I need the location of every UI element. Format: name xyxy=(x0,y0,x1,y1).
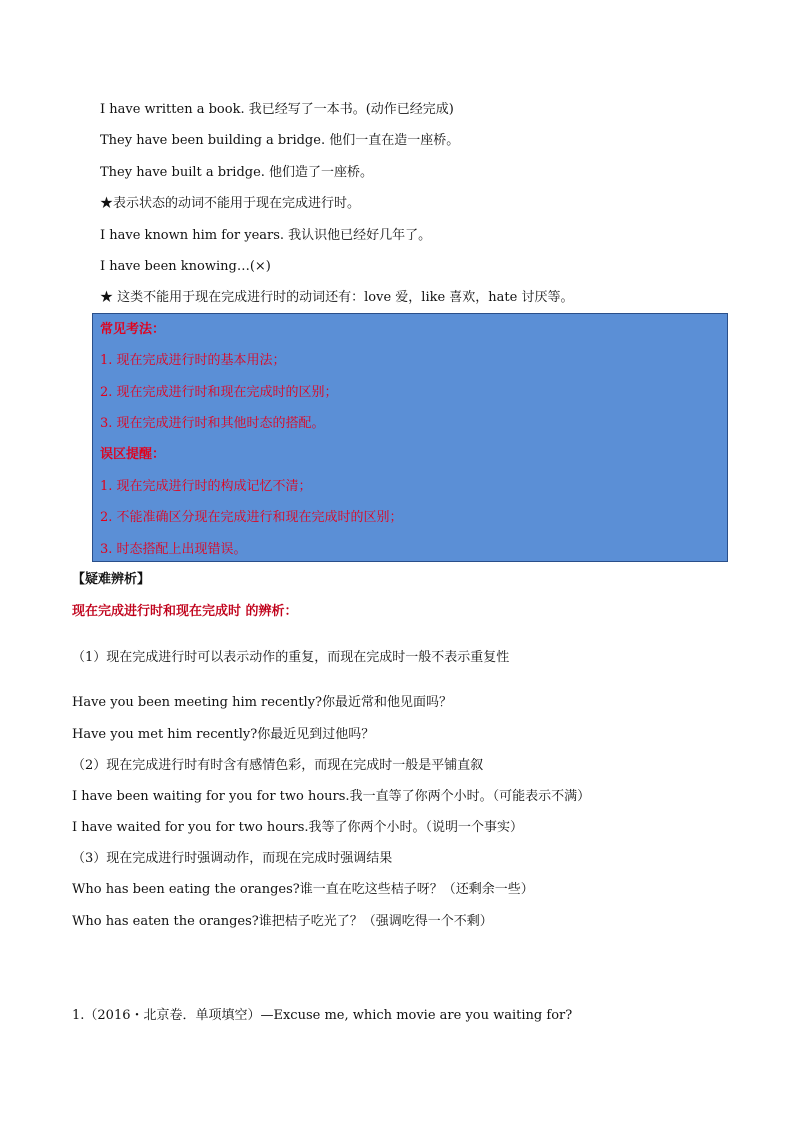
box-item: 1. 现在完成进行时的构成记忆不清； xyxy=(100,479,312,494)
example-line: I have written a book. 我已经写了一本书。(动作已经完成) xyxy=(100,102,454,117)
note-line: ★ 这类不能用于现在完成进行时的动词还有：love 爱，like 喜欢，hate 讨厌等。 xyxy=(100,290,574,305)
question-line: 1.（2016・北京卷．单项填空）—Excuse me, which movie are you waiting for? xyxy=(72,1008,573,1023)
point-line: （3）现在完成进行时强调动作，而现在完成时强调结果 xyxy=(72,851,393,866)
section-subheading: 现在完成进行时和现在完成时 的辨析： xyxy=(72,604,298,619)
note-line: ★表示状态的动词不能用于现在完成进行时。 xyxy=(100,196,361,211)
example-line: I have waited for you for two hours.我等了你两个小时。（说明一个事实） xyxy=(72,820,524,835)
section-heading: 【疑难辨析】 xyxy=(72,572,151,587)
box-title-mistakes: 误区提醒： xyxy=(100,447,166,462)
box-item: 2. 现在完成进行时和现在完成时的区别； xyxy=(100,385,338,400)
example-line: I have been waiting for you for two hours.我一直等了你两个小时。（可能表示不满） xyxy=(72,789,591,804)
example-line: Have you met him recently?你最近见到过他吗？ xyxy=(72,727,375,742)
example-line: I have known him for years. 我认识他已经好几年了。 xyxy=(100,228,432,243)
box-title-common-tests: 常见考法： xyxy=(100,322,166,337)
box-item: 3. 现在完成进行时和其他时态的搭配。 xyxy=(100,416,325,431)
point-line: （2）现在完成进行时有时含有感情色彩，而现在完成时一般是平铺直叙 xyxy=(72,758,484,773)
box-item: 2. 不能准确区分现在完成进行和现在完成时的区别； xyxy=(100,510,403,525)
example-line: Who has eaten the oranges?谁把桔子吃光了？（强调吃得一个不剩） xyxy=(72,914,493,929)
example-line: Have you been meeting him recently?你最近常和他见面吗？ xyxy=(72,695,453,710)
example-line: They have been building a bridge. 他们一直在造一座桥。 xyxy=(100,133,460,148)
example-line: They have built a bridge. 他们造了一座桥。 xyxy=(100,165,374,180)
box-item: 1. 现在完成进行时的基本用法； xyxy=(100,353,286,368)
box-item: 3. 时态搭配上出现错误。 xyxy=(100,542,247,557)
point-line: （1）现在完成进行时可以表示动作的重复，而现在完成时一般不表示重复性 xyxy=(72,650,510,665)
exam-tips-box xyxy=(92,313,728,562)
example-line: I have been knowing…(×) xyxy=(100,259,271,274)
example-line: Who has been eating the oranges?谁一直在吃这些桔子呀？（还剩余一些） xyxy=(72,882,534,897)
